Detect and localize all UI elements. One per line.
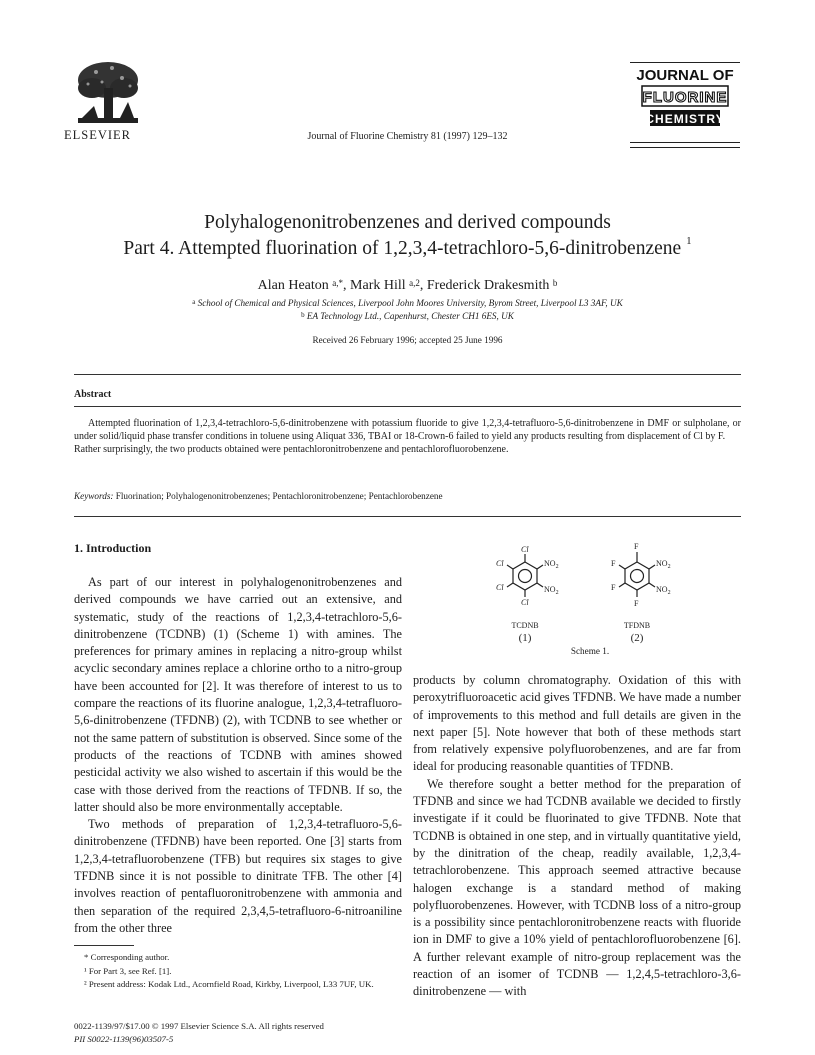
substituent-label: Cl — [496, 583, 504, 592]
author-sup: a,2 — [409, 278, 420, 288]
substituent-label: Cl — [496, 559, 504, 568]
author-name: Mark Hill — [350, 278, 406, 293]
compound-name: TFDNB — [623, 621, 651, 630]
keywords — [74, 491, 741, 501]
copyright-line: 0022-1139/97/$17.00 © 1997 Elsevier Science S.A. All rights reserved — [74, 1021, 324, 1031]
author-name: Alan Heaton — [257, 278, 329, 293]
keywords-bottom-rule — [74, 516, 741, 517]
abstract-heading: Abstract — [74, 389, 112, 400]
body-paragraph: products by column chromatography. Oxidation of this with peroxytrifluoroacetic acid gives TFDNB. We have made a number of improvements to this method and full details are given in the next paper [5]. Note however that both of these methods start from relatively expensive polyfluorobenzenes, and are far from ideal for producing reasonable quantities of TFDNB. — [413, 673, 741, 774]
logo-bottom-rule — [630, 142, 740, 143]
abstract-top-rule — [74, 374, 741, 375]
substituent-label: Cl — [521, 598, 529, 607]
footnote: ¹ For Part 3, see Ref. [1]. — [84, 965, 172, 976]
publisher-name: ELSEVIER — [64, 128, 132, 142]
tfdnb-structure — [619, 552, 655, 597]
pii-line: PII S0022-1139(96)03507-5 — [74, 1034, 174, 1044]
substituent-label: $NO_2$ — [656, 585, 671, 596]
affiliation-a — [0, 298, 815, 308]
journal-of-fluorine-chemistry-logo — [630, 58, 740, 136]
svg-text:JOURNAL OF: JOURNAL OF — [636, 67, 734, 84]
svg-text:FLUORINE: FLUORINE — [642, 89, 728, 106]
article-title-line-1: Polyhalogenonitrobenzenes and derived compounds — [204, 212, 611, 233]
author-list: Alan Heaton $^{a,*}$, Mark Hill $^{a,2}$, Frederick Drakesmith $^b$ — [257, 278, 558, 293]
author-sup: a,* — [332, 278, 344, 288]
elsevier-tree-logo — [72, 58, 144, 128]
tcdnb-structure — [507, 554, 543, 597]
received-dates: Received 26 February 1996; accepted 25 June 1996 — [312, 335, 503, 345]
body-paragraph: As part of our interest in polyhalogenonitrobenzenes and derived compounds we have carried out an extensive, and systematic, study of the reactions of 1,2,3,4-tetrachloro-5,6-dinitrobenzene (TCDNB) (1) (Scheme 1) with amines. The preferences for primary amines in replacing a nitro-group whilst acyclic secondary amines replace a chlorine ortho to a nitro-group have been accounted for [2]. It was therefore of interest to us to compare the reactions of its fluorine analogue, 1,2,3,4-tetrafluoro-5,6-dinitrobenzene (TFDNB) (2), with TCDNB to see whether or not the same pattern of substitution is observed. Since some of the products of the reactions of TCDNB with amines showed pesticidal activity we also wished to ascertain if this would be the case with those derived from the reactions of TFDNB. If so, the latter should also be more environmentally acceptable. — [74, 575, 402, 814]
title-footnote-mark: 1 — [686, 235, 692, 247]
left-column-body — [74, 574, 402, 937]
substituent-label: Cl — [521, 545, 529, 554]
keywords-label: Keywords: — [74, 491, 114, 501]
substituent-label: F — [634, 542, 639, 551]
affiliation-text: EA Technology Ltd., Capenhurst, Chester CH1 6ES, UK — [306, 311, 514, 321]
svg-text:CHEMISTRY: CHEMISTRY — [645, 112, 725, 126]
scheme-caption: Scheme 1. — [570, 646, 610, 656]
compound-number: (1) — [518, 632, 532, 644]
article-title-line-2 — [0, 236, 815, 262]
article-title-line-2-text: Part 4. Attempted fluorination of 1,2,3,4-tetrachloro-5,6-dinitrobenzene — [123, 238, 682, 259]
journal-citation: Journal of Fluorine Chemistry 81 (1997) 129–132 — [307, 131, 508, 142]
body-paragraph: Two methods of preparation of 1,2,3,4-tetrafluoro-5,6-dinitrobenzene (TFDNB) have been reported. One [3] starts from 1,2,3,4-tetrafluorobenzene (TFB) but requires six stages to give TFDNB since it is not possible to dinitrate TFB. The other [4] involves reaction of pentafluoronitrobenzene with ammonia and then separation of the required 2,3,4,5-tetrafluoro-6-nitroaniline from the other three — [74, 817, 402, 935]
substituent-label: $NO_2$ — [656, 559, 671, 570]
affiliation-sup: b — [301, 311, 305, 319]
keywords-text: Fluorination; Polyhalogenonitrobenzenes; Pentachloronitrobenzene; Pentachlorobenzene — [115, 491, 443, 501]
substituent-label: F — [611, 583, 616, 592]
logo-bottom-rule-2 — [630, 147, 740, 148]
section-heading-introduction: 1. Introduction — [74, 541, 152, 555]
footnote: ² Present address: Kodak Ltd., Acornfield Road, Kirkby, Liverpool, L33 7UF, UK. — [84, 979, 374, 989]
copyright-block — [74, 1020, 324, 1046]
abstract-paragraph: Rather surprisingly, the two products obtained were pentachloronitrobenzene and pentachlorofluorobenzene. — [74, 444, 509, 455]
abstract-heading-rule — [74, 406, 741, 407]
substituent-label: $NO_2$ — [544, 585, 559, 596]
substituent-label: F — [611, 559, 616, 568]
footnote: * Corresponding author. — [84, 952, 170, 962]
footnotes — [74, 951, 402, 992]
abstract-body — [74, 417, 741, 456]
affiliation-text: School of Chemical and Physical Sciences, Liverpool John Moores University, Byrom Street, Liverpool L3 3AF, UK — [197, 298, 623, 308]
right-column-body — [413, 672, 741, 1001]
substituent-label: $NO_2$ — [544, 559, 559, 570]
affiliation-sup: a — [192, 298, 196, 306]
substituent-label: F — [634, 599, 639, 608]
footnote-rule — [74, 945, 134, 946]
abstract-paragraph: Attempted fluorination of 1,2,3,4-tetrachloro-5,6-dinitrobenzene with potassium fluoride to give 1,2,3,4-tetrafluoro-5,6-dinitrobenzene in DMF or sulpholane, or under solid/liquid phase transfer conditions in toluene using Aliquat 336, TBAI or 18-Crown-6 failed to yield any products resulting from displacement of Cl by F. — [74, 418, 741, 442]
author-name: Frederick Drakesmith — [426, 278, 550, 293]
compound-name: TCDNB — [511, 621, 539, 630]
body-paragraph: We therefore sought a better method for the preparation of TFDNB and since we had TCDNB available we decided to firstly investigate if it could be fluorinated to give TFDNB. Note that TCDNB is obtained in one step, and in virtually quantitative yield, by the dinitration of the cheap, readily available, 1,2,3,4-tetrachlorobenzene. This approach seemed attractive because halogen exchange is a standard method of making polyfluorobenzenes. However, with TCDNB loss of a nitro-group is a possibility since pentachloronitrobenzene reacts with fluoride ion in DMF to give a 10% yield of pentachlorofluorobenzene [6]. A further relevant example of nitro-group replacement was the reaction of an isomer of TCDNB — 1,2,4,5-tetrachloro-3,6-dinitrobenzene — with — [413, 776, 741, 999]
author-sup: b — [552, 278, 558, 288]
affiliation-b — [0, 311, 815, 321]
compound-number: (2) — [630, 632, 644, 644]
